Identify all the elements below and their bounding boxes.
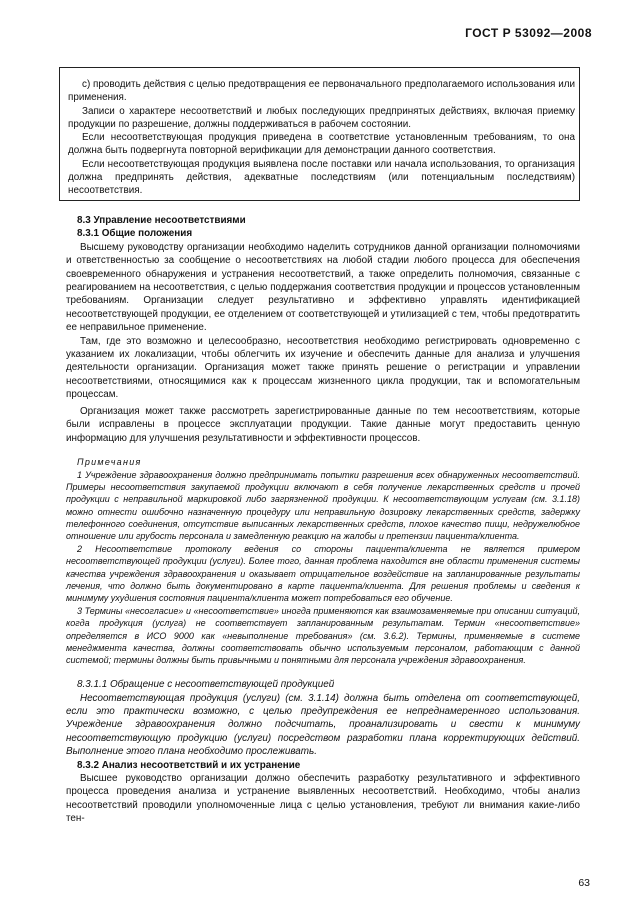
paragraph: Если несоответствующая продукция выявлена после поставки или начала использования, то организация должна предпринять действия, адекватные последствиям (или потенциальным последствиям) несоответствия. [68,158,575,197]
main-text [66,214,580,826]
paragraph: Записи о характере несоответствий и любых последующих предпринятых действиях, включая приемку продукции по разрешение, должны поддерживаться в рабочем состоянии. [68,105,575,130]
boxed-requirements-text [59,67,580,201]
paragraph: Высшее руководство организации должно обеспечить разработку результативного и эффективного процесса проведения анализа и устранение выявленных несоответствий. Необходимо, чтобы анализ несоответствий проводили уполномоченные лица с целью установления, требуют ли внимания какие-либо тен- [66,773,580,825]
paragraph: Там, где это возможно и целесообразно, несоответствия необходимо регистрировать одновременно с указанием их локализации, чтобы облегчить их изучение и обеспечить данные для анализа и улучшения деятельности организации. Организация может также принять решение о регистрации и управлении несоответствиями, относящимися как к процессам жизненного цикла продукции, так и вспомогательным процессам. [66,335,580,401]
subsection-heading: 8.3.2 Анализ несоответствий и их устранение [77,759,301,771]
subsection-heading: 8.3.1.1 Обращение с несоответствующей продукцией [77,679,335,691]
paragraph: Высшему руководству организации необходимо наделить сотрудников данной организации полномочиями и ответственностью за сообщение о несоответствиях на любой стадии любого процесса для обеспечения своевременного обнаружения и устранения несоответствий, а также определить полномочия, связанные с реагированием на несоответствия, с целью поддержания соответствия продукции и процессов установленным требованиям. Организации следует результативно и эффективно управлять идентификацией несоответствующей продукции, ее отделением от соответствующей и утилизацией с тем, чтобы предотвратить ее неправильное применение. [66,241,580,334]
paragraph: Несоответствующая продукция (услуги) (см. 3.1.14) должна быть отделена от соответствующей, если это практически возможно, с целью предупреждения ее непреднамеренного использования. Учреждение здравоохранения должно подсчитать, проанализировать и свести к минимуму несоответствующую продукцию (услуги) посредством разработки плана корректирующих действий. Выполнение этого плана необходимо прослеживать. [66,692,580,758]
page-number: 63 [578,877,590,889]
paragraph: Организация может также рассмотреть зарегистрированные данные по тем несоответствиям, которые были исправлены в процессе эксплуатации продукции. Такие данные могут предоставить ценную информацию для улучшения результативности и эффективности процессов. [66,405,580,444]
subsection-heading: 8.3.1 Общие положения [77,228,193,240]
document-id: ГОСТ Р 53092—2008 [465,26,592,40]
paragraph: Если несоответствующая продукция приведена в соответствие установленным требованиям, то она должна быть подвергнута повторной верификации для демонстрации данного соответствия. [68,132,575,157]
notes-title: Примечания [77,456,142,467]
note: 3 Термины «несогласие» и «несоответствие» иногда применяются как взаимозаменяемые при описании ситуаций, когда продукция (услуга) не соответствует запланированным результатам. Термин «несоответствие» определяется в ИСО 9000 как «невыполнение требования» (см. 3.6.2). Термины, применяемые в системе менеджмента качества, должны соответствовать обычно используемым персоналом, работающим с данной системой; термины должны быть привычными и понятными для персонала учреждения здравоохранения. [66,606,580,665]
note: 1 Учреждение здравоохранения должно предпринимать попытки разрешения всех обнаруженных несоответствий. Примеры несоответствия закупаемой продукции включают в себя получение лекарственных средств и прочей продукции с неправильной маркировкой либо загрязненной продукции. К несоответствующим услугам (см. 3.1.18) можно отнести ошибочно назначенную процедуру или неправильную дозировку лекарственных средств, задержку телефонного соединения, отсутствие выписанных лекарственных средств, плохое качество пищи, недружелюбное отношение или грубость персонала и замедленную реакцию на жалобы и претензии пациента/клиента. [66,469,580,541]
section-heading: 8.3 Управление несоответствиями [77,215,246,226]
paragraph: c) проводить действия с целью предотвращения ее первоначального предполагаемого использования или применения. [68,79,575,104]
note: 2 Несоответствие протоколу ведения со стороны пациента/клиента не является примером несоответствующей продукции (услуги). Более того, данная проблема находится вне области применения системы качества учреждения здравоохранения и оказывает отрицательное воздействие на запланированные результаты лечения, что должно быть документировано в карте пациента/клиента. Для решения проблемы и сведения к минимуму ухудшения состояния пациента/клиента может потребоваться его обучение. [66,544,580,603]
